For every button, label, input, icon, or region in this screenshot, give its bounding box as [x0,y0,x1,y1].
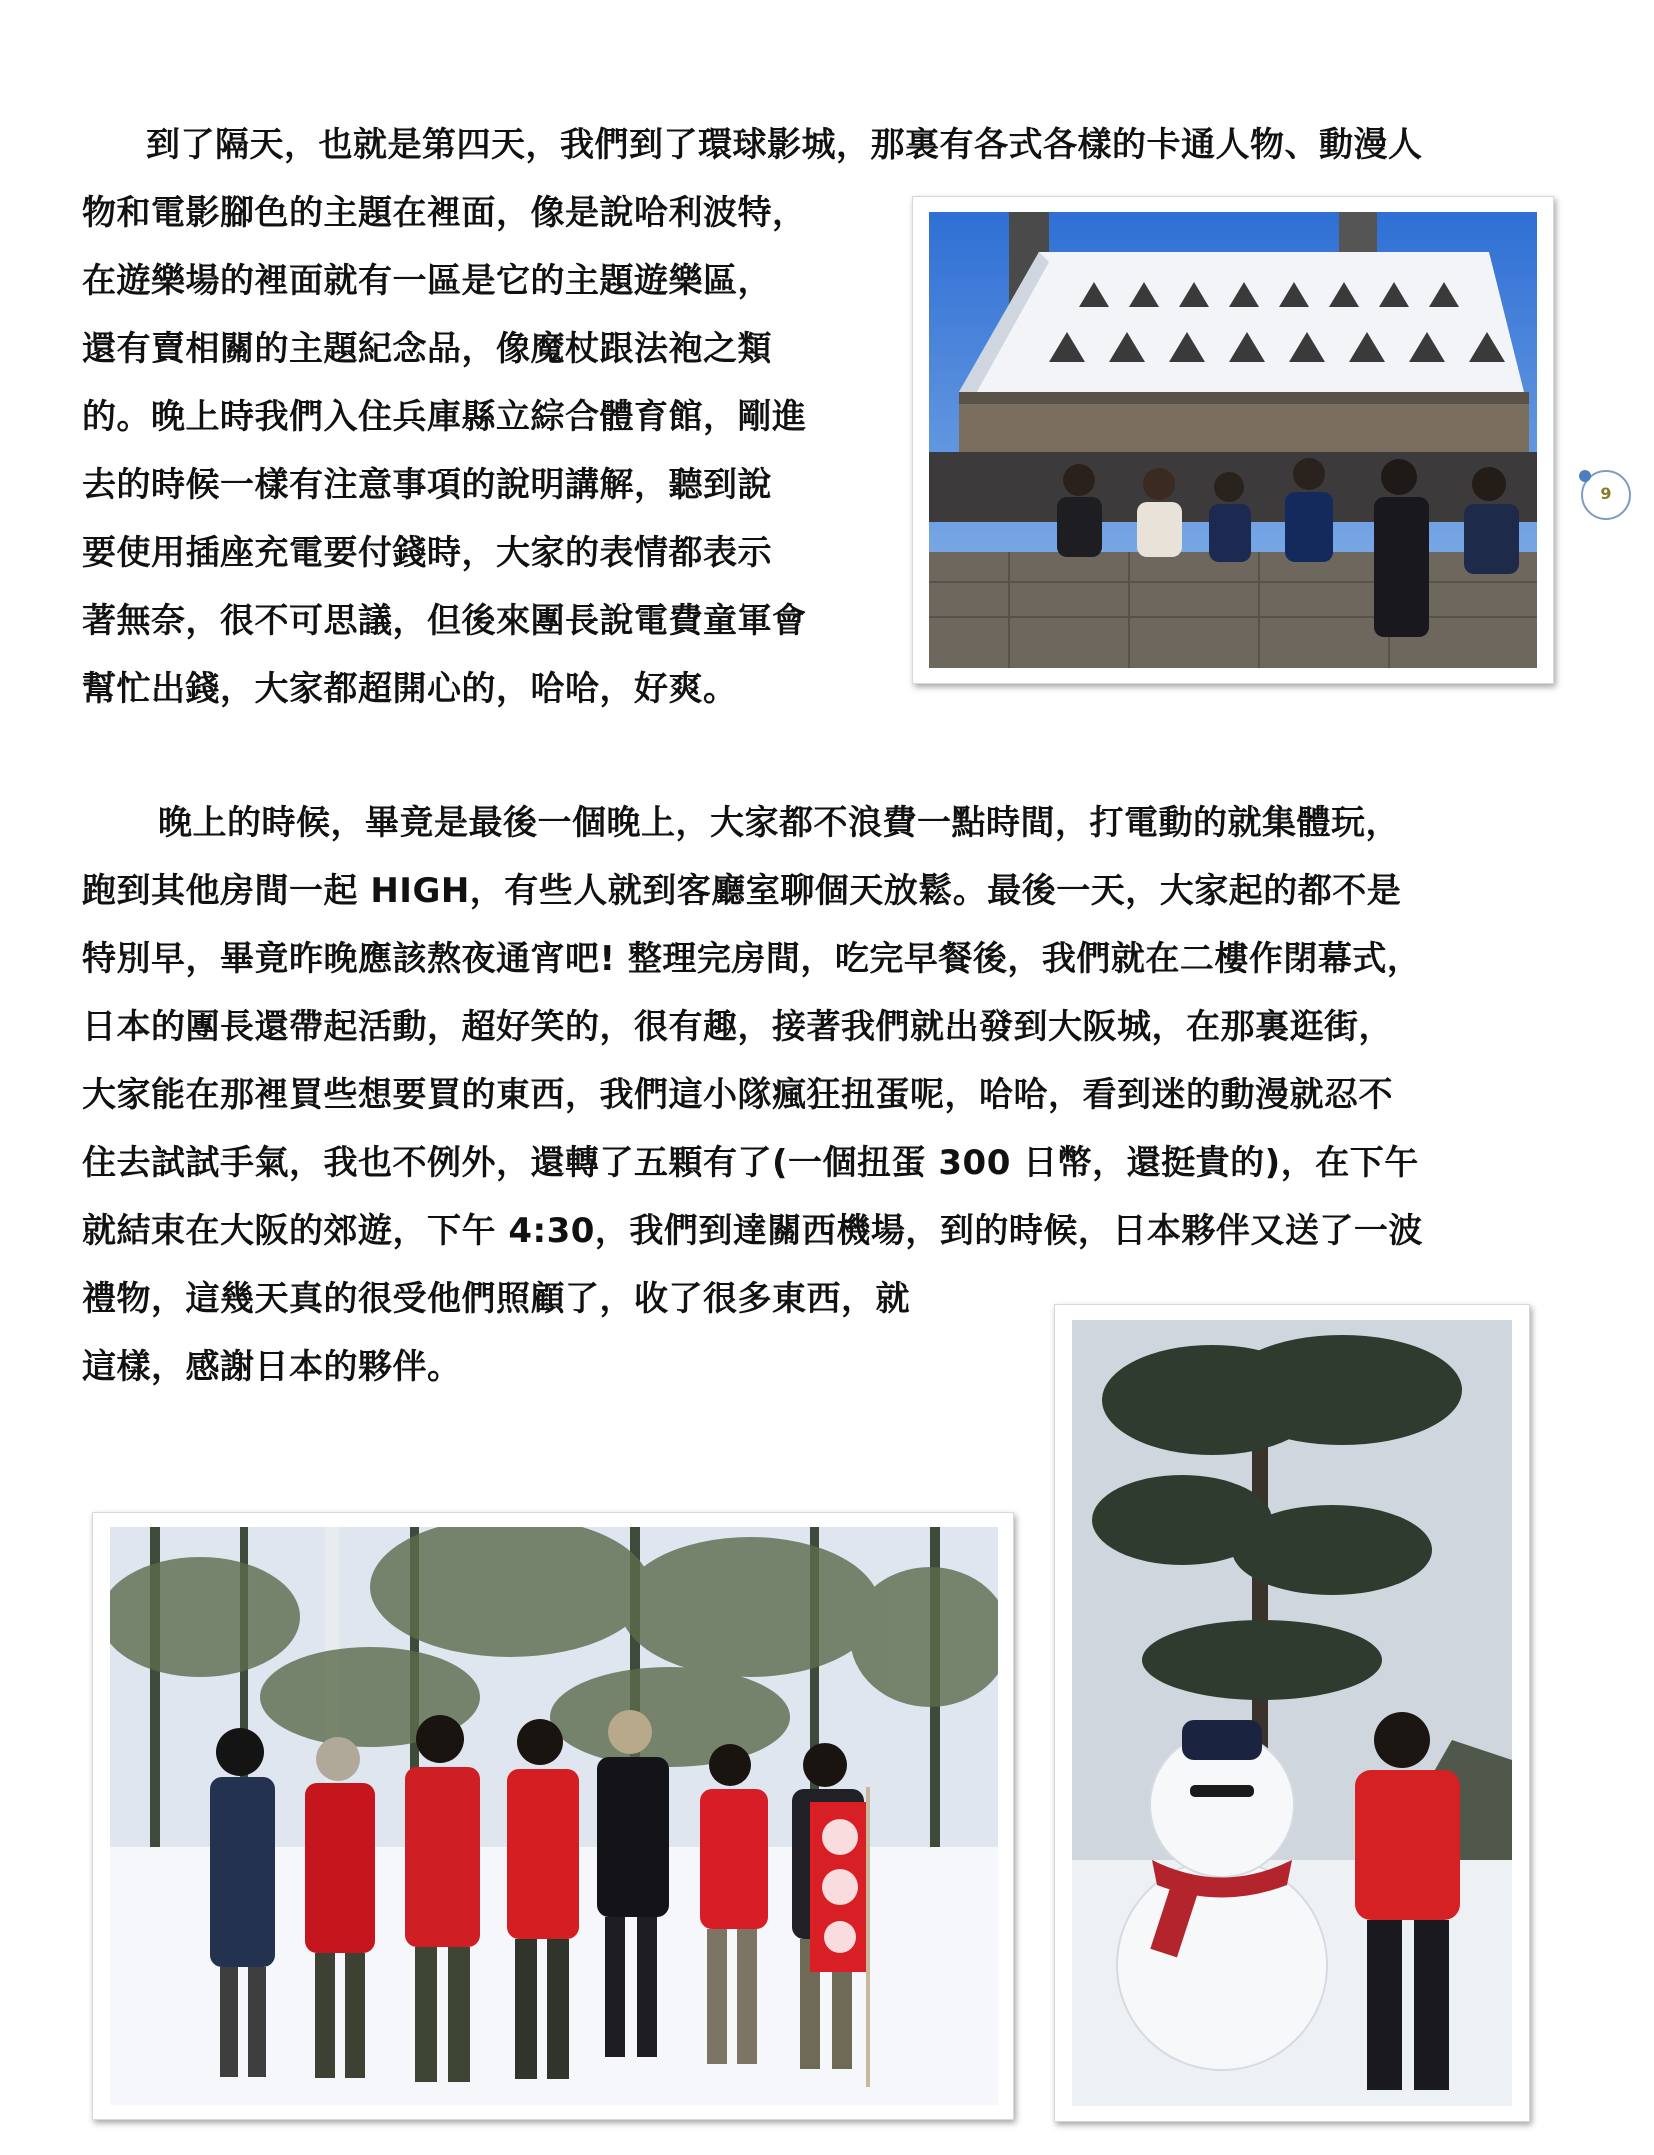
paragraph1-line-9: 幫忙出錢，大家都超開心的，哈哈，好爽。 [82,669,738,709]
paragraph1-line-1: 到了隔天，也就是第四天，我們到了環球影城，那裏有各式各樣的卡通人物、動漫人 [146,125,1423,165]
snowman-photo-image [1072,1320,1512,2106]
paragraph2-line-5: 大家能在那裡買些想要買的東西，我們這小隊瘋狂扭蛋呢，哈哈，看到迷的動漫就忍不 [82,1075,1393,1115]
paragraph1-line-6: 去的時候一樣有注意事項的說明講解，聽到說 [82,465,772,505]
snowman-photo [1054,1304,1530,2122]
paragraph1-line-3: 在遊樂場的裡面就有一區是它的主題遊樂區， [82,261,772,301]
paragraph1-line-5: 的。晚上時我們入住兵庫縣立綜合體育館，剛進 [82,397,807,437]
snow-forest-group-photo [92,1512,1014,2120]
hogsmeade-photo-image [929,212,1537,668]
paragraph2-line-7: 就結束在大阪的郊遊，下午 4:30，我們到達關西機場，到的時候，日本夥伴又送了一波 [82,1211,1423,1251]
paragraph2-line-9: 這樣，感謝日本的夥伴。 [82,1347,462,1387]
paragraph2-line-4: 日本的團長還帶起活動，超好笑的，很有趣，接著我們就出發到大阪城，在那裏逛街， [82,1007,1393,1047]
paragraph2-line-6: 住去試試手氣，我也不例外，還轉了五顆有了(一個扭蛋 300 日幣，還挺貴的)，在下午 [82,1143,1419,1183]
paragraph1-line-2: 物和電影腳色的主題在裡面，像是說哈利波特， [82,193,807,233]
paragraph2-line-1: 晚上的時候，畢竟是最後一個晚上，大家都不浪費一點時間，打電動的就集體玩， [158,803,1400,843]
page-number-badge [1581,470,1631,520]
paragraph2-line-8: 禮物，這幾天真的很受他們照顧了，收了很多東西，就 [82,1279,910,1319]
snow-group-photo-image [110,1527,998,2105]
paragraph2-line-2: 跑到其他房間一起 HIGH，有些人就到客廳室聊個天放鬆。最後一天，大家起的都不是 [82,871,1402,911]
paragraph1-line-7: 要使用插座充電要付錢時，大家的表情都表示 [82,533,772,573]
page-number: 9 [1600,484,1612,503]
paragraph1-line-8: 著無奈，很不可思議，但後來團長說電費童軍會 [82,601,807,641]
paragraph2-line-3: 特別早，畢竟昨晚應該熬夜通宵吧! 整理完房間，吃完早餐後，我們就在二樓作閉幕式， [82,939,1422,979]
badge-dot-icon [1579,470,1591,482]
paragraph1-line-4: 還有賣相關的主題紀念品，像魔杖跟法袍之類 [82,329,772,369]
hogsmeade-group-photo [912,196,1554,684]
